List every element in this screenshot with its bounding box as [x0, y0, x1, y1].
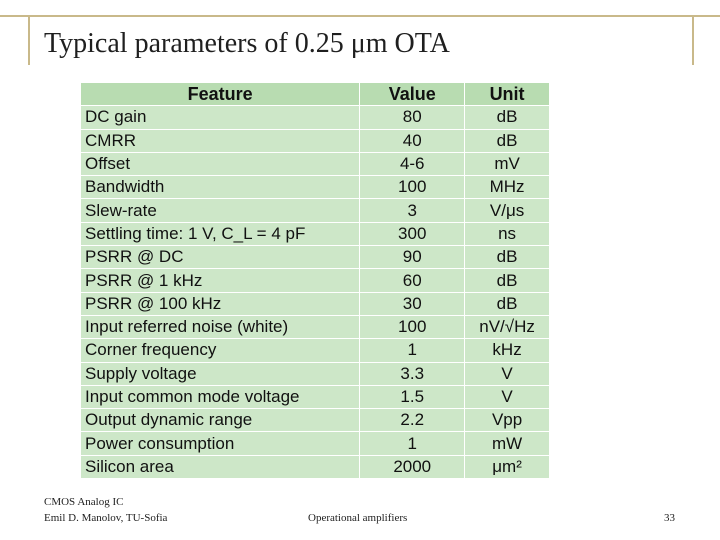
table-header-row	[81, 83, 550, 106]
table-row	[81, 432, 550, 455]
unit-cell: dB	[465, 106, 550, 129]
feature-cell: PSRR @ 100 kHz	[81, 292, 360, 315]
unit-cell: V	[465, 385, 550, 408]
slide-frame-top-line	[0, 15, 720, 17]
unit-cell: dB	[465, 269, 550, 292]
table-row	[81, 315, 550, 338]
value-cell: 4-6	[360, 152, 465, 175]
slide-title: Typical parameters of 0.25 μm OTA	[44, 28, 450, 59]
value-cell: 90	[360, 246, 465, 269]
table-row	[81, 222, 550, 245]
value-cell: 1.5	[360, 385, 465, 408]
table-row	[81, 455, 550, 478]
unit-cell: nV/√Hz	[465, 315, 550, 338]
table-row	[81, 199, 550, 222]
page-number: 33	[664, 512, 675, 524]
value-cell: 3.3	[360, 362, 465, 385]
feature-cell: PSRR @ DC	[81, 246, 360, 269]
unit-cell: mV	[465, 152, 550, 175]
table-row	[81, 409, 550, 432]
footer-topic: Operational amplifiers	[308, 512, 408, 524]
feature-cell: Input common mode voltage	[81, 385, 360, 408]
feature-cell: Input referred noise (white)	[81, 315, 360, 338]
feature-cell: Silicon area	[81, 455, 360, 478]
value-cell: 2.2	[360, 409, 465, 432]
feature-cell: Settling time: 1 V, C_L = 4 pF	[81, 222, 360, 245]
value-cell: 2000	[360, 455, 465, 478]
feature-cell: Power consumption	[81, 432, 360, 455]
feature-cell: Corner frequency	[81, 339, 360, 362]
footer-author: Emil D. Manolov, TU-Sofia	[44, 512, 168, 524]
unit-cell: dB	[465, 129, 550, 152]
table-row	[81, 269, 550, 292]
value-cell: 1	[360, 339, 465, 362]
unit-cell: kHz	[465, 339, 550, 362]
table-row	[81, 176, 550, 199]
table-row	[81, 152, 550, 175]
table-row	[81, 292, 550, 315]
value-cell: 60	[360, 269, 465, 292]
value-cell: 30	[360, 292, 465, 315]
unit-cell: ns	[465, 222, 550, 245]
unit-cell: Vpp	[465, 409, 550, 432]
header-unit: Unit	[465, 83, 550, 106]
unit-cell: mW	[465, 432, 550, 455]
unit-cell: dB	[465, 292, 550, 315]
table-row	[81, 106, 550, 129]
value-cell: 1	[360, 432, 465, 455]
unit-cell: dB	[465, 246, 550, 269]
footer-course: CMOS Analog IC	[44, 496, 124, 508]
unit-cell: μm²	[465, 455, 550, 478]
unit-cell: V	[465, 362, 550, 385]
feature-cell: Output dynamic range	[81, 409, 360, 432]
table-row	[81, 362, 550, 385]
value-cell: 40	[360, 129, 465, 152]
value-cell: 100	[360, 315, 465, 338]
slide-frame-left-line	[28, 15, 30, 65]
value-cell: 300	[360, 222, 465, 245]
unit-cell: V/μs	[465, 199, 550, 222]
feature-cell: Offset	[81, 152, 360, 175]
feature-cell: DC gain	[81, 106, 360, 129]
feature-cell: Slew-rate	[81, 199, 360, 222]
value-cell: 100	[360, 176, 465, 199]
table-row	[81, 129, 550, 152]
table-row	[81, 339, 550, 362]
feature-cell: CMRR	[81, 129, 360, 152]
feature-cell: Supply voltage	[81, 362, 360, 385]
table-row	[81, 385, 550, 408]
value-cell: 80	[360, 106, 465, 129]
header-value: Value	[360, 83, 465, 106]
unit-cell: MHz	[465, 176, 550, 199]
parameters-table	[80, 82, 550, 479]
value-cell: 3	[360, 199, 465, 222]
table-row	[81, 246, 550, 269]
feature-cell: PSRR @ 1 kHz	[81, 269, 360, 292]
feature-cell: Bandwidth	[81, 176, 360, 199]
header-feature: Feature	[81, 83, 360, 106]
slide-frame-right-line	[692, 15, 694, 65]
